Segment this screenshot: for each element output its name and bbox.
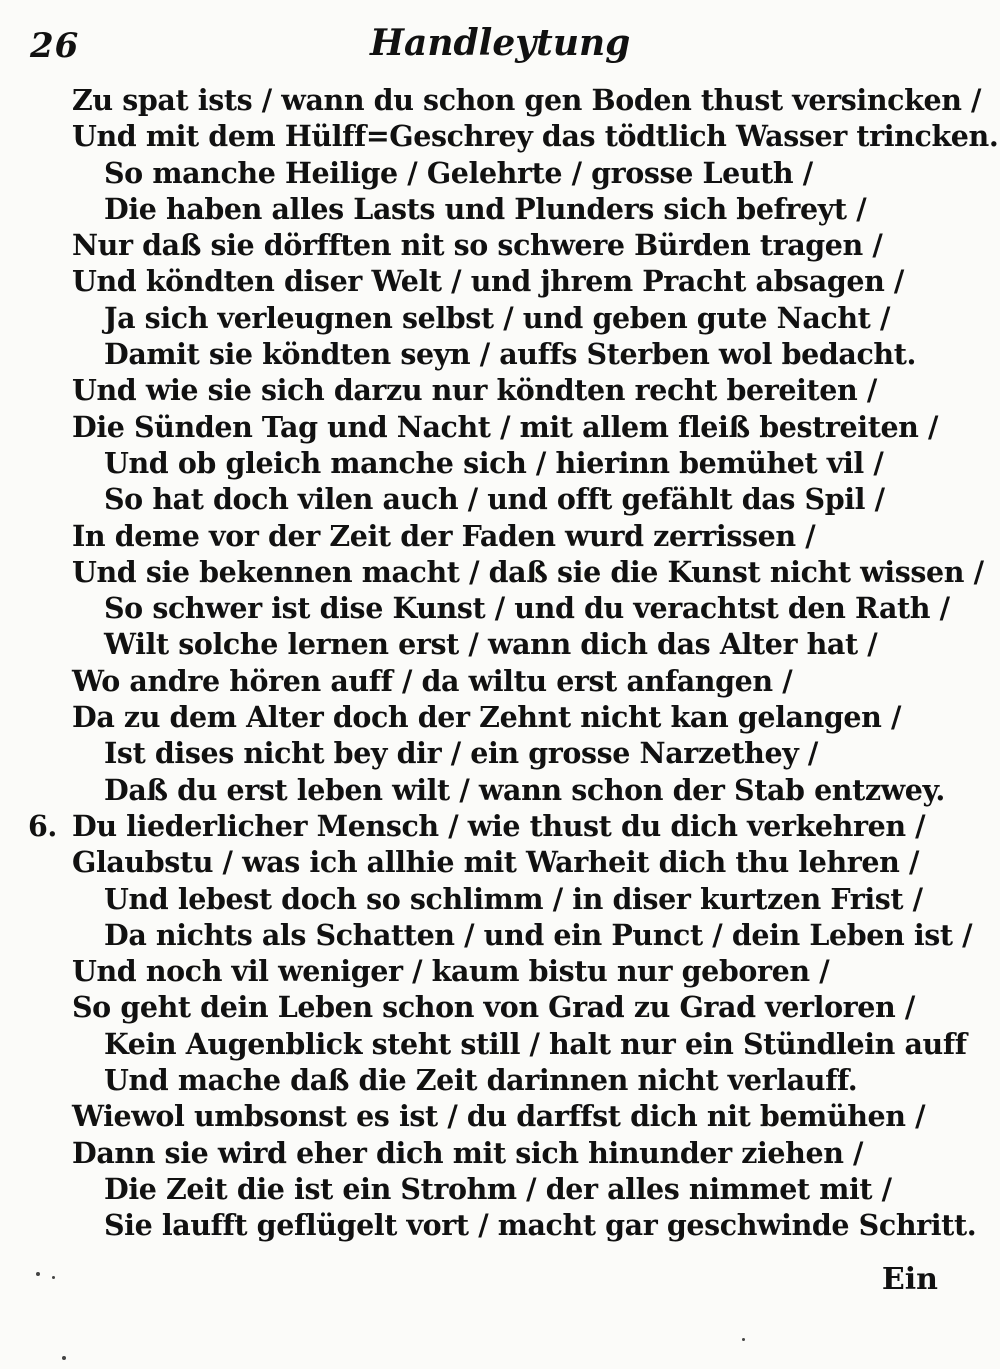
verse-line xyxy=(60,989,960,1025)
verse-line-text: Wo andre hören auff / da wiltu erst anfangen / xyxy=(72,663,793,698)
verse-line xyxy=(60,590,960,626)
verse-line xyxy=(60,1062,960,1098)
verse-line-text: Die Sünden Tag und Nacht / mit allem fleiß bestreiten / xyxy=(72,409,939,444)
verse-line xyxy=(60,227,960,263)
verse-line-text: Und köndten diser Welt / und jhrem Pracht absagen / xyxy=(72,264,904,299)
verse-line-text: Die Zeit die ist ein Strohm / der alles nimmet mit / xyxy=(104,1171,892,1206)
verse-line-text: Und wie sie sich darzu nur köndten recht bereiten / xyxy=(72,373,877,408)
verse-line-text: Kein Augenblick steht still / halt nur ein Stündlein auff xyxy=(104,1026,967,1061)
verse-line xyxy=(60,917,973,953)
verse-line xyxy=(60,263,960,299)
verse-line-text: Wiewol umbsonst es ist / du darffst dich nit bemühen / xyxy=(72,1099,926,1134)
verse-line xyxy=(60,881,960,917)
verse-line-text: Zu spat ists / wann du schon gen Boden thust versincken / xyxy=(72,83,982,117)
verse-line-text: Und sie bekennen macht / daß sie die Kunst nicht wissen / xyxy=(72,554,984,589)
ink-speck xyxy=(742,1338,745,1341)
verse-line-text: Und lebest doch so schlimm / in diser kurtzen Frist / xyxy=(104,881,923,916)
verse-line-text: So manche Heilige / Gelehrte / grosse Leuth / xyxy=(104,155,813,190)
verse-line xyxy=(60,481,960,517)
verse-line-text: Die haben alles Lasts und Plunders sich befreyt / xyxy=(104,191,867,226)
verse-line xyxy=(60,1098,960,1134)
verse-line-text: So hat doch vilen auch / und offt gefählt das Spil / xyxy=(104,482,885,517)
verse-line-text: Und ob gleich manche sich / hierinn bemühet vil / xyxy=(104,445,884,480)
ink-speck xyxy=(36,1272,40,1276)
verse-line-text: Ist dises nicht bey dir / ein grosse Narzethey / xyxy=(104,736,818,771)
verse-line-text: Dann sie wird eher dich mit sich hinunder ziehen / xyxy=(72,1135,864,1170)
verse-line xyxy=(60,844,960,880)
running-head: Handleytung xyxy=(370,22,631,64)
verse-line xyxy=(60,772,960,808)
verse-line-text: Ja sich verleugnen selbst / und geben gute Nacht / xyxy=(104,300,890,335)
verse-line xyxy=(60,1171,960,1207)
verse-line-text: Nur daß sie dörfften nit so schwere Bürden tragen / xyxy=(72,228,883,263)
verse-line-text: In deme vor der Zeit der Faden wurd zerrissen / xyxy=(72,518,816,553)
verse-line xyxy=(60,1135,960,1171)
verse-line xyxy=(60,735,960,771)
poem-text xyxy=(28,82,999,1244)
verse-line xyxy=(60,626,960,662)
verse-line xyxy=(60,409,960,445)
verse-line xyxy=(28,808,960,844)
verse-line xyxy=(60,191,960,227)
verse-line xyxy=(60,554,984,590)
verse-line-text: Da zu dem Alter doch der Zehnt nicht kan gelangen / xyxy=(72,700,901,735)
verse-line xyxy=(60,663,960,699)
verse-line-text: Sie laufft geflügelt vort / macht gar geschwinde Schritt. xyxy=(104,1208,977,1243)
verse-line xyxy=(60,699,960,735)
verse-line-text: Daß du erst leben wilt / wann schon der Stab entzwey. xyxy=(104,772,945,807)
verse-line-text: So geht dein Leben schon von Grad zu Grad verloren / xyxy=(72,990,915,1025)
catchword: Ein xyxy=(881,1262,938,1297)
verse-line-text: Und mache daß die Zeit darinnen nicht verlauff. xyxy=(104,1063,858,1098)
verse-line-text: Wilt solche lernen erst / wann dich das Alter hat / xyxy=(104,627,878,662)
ink-speck xyxy=(62,1356,66,1360)
verse-line-text: Du liederlicher Mensch / wie thust du dich verkehren / xyxy=(72,808,926,843)
stanza-number: 6. xyxy=(28,808,57,843)
verse-line-text: So schwer ist dise Kunst / und du verachtst den Rath / xyxy=(104,591,950,626)
verse-line xyxy=(60,336,960,372)
page-number: 26 xyxy=(30,26,80,66)
verse-line xyxy=(60,445,960,481)
verse-line xyxy=(60,118,999,154)
verse-line xyxy=(60,1207,977,1243)
verse-line xyxy=(60,1026,967,1062)
page-header xyxy=(0,20,1000,80)
verse-line xyxy=(60,155,960,191)
ink-speck xyxy=(52,1276,55,1279)
verse-line xyxy=(60,82,982,118)
verse-line xyxy=(60,300,960,336)
verse-line-text: Da nichts als Schatten / und ein Punct / dein Leben ist / xyxy=(104,917,973,952)
verse-line xyxy=(60,518,960,554)
verse-line-text: Glaubstu / was ich allhie mit Warheit dich thu lehren / xyxy=(72,845,919,880)
verse-line xyxy=(60,372,960,408)
verse-line-text: Und noch vil weniger / kaum bistu nur geboren / xyxy=(72,954,830,989)
verse-line-text: Und mit dem Hülff=Geschrey das tödtlich Wasser trincken. xyxy=(72,119,999,154)
verse-line-text: Damit sie köndten seyn / auffs Sterben wol bedacht. xyxy=(104,337,917,372)
verse-line xyxy=(60,953,960,989)
